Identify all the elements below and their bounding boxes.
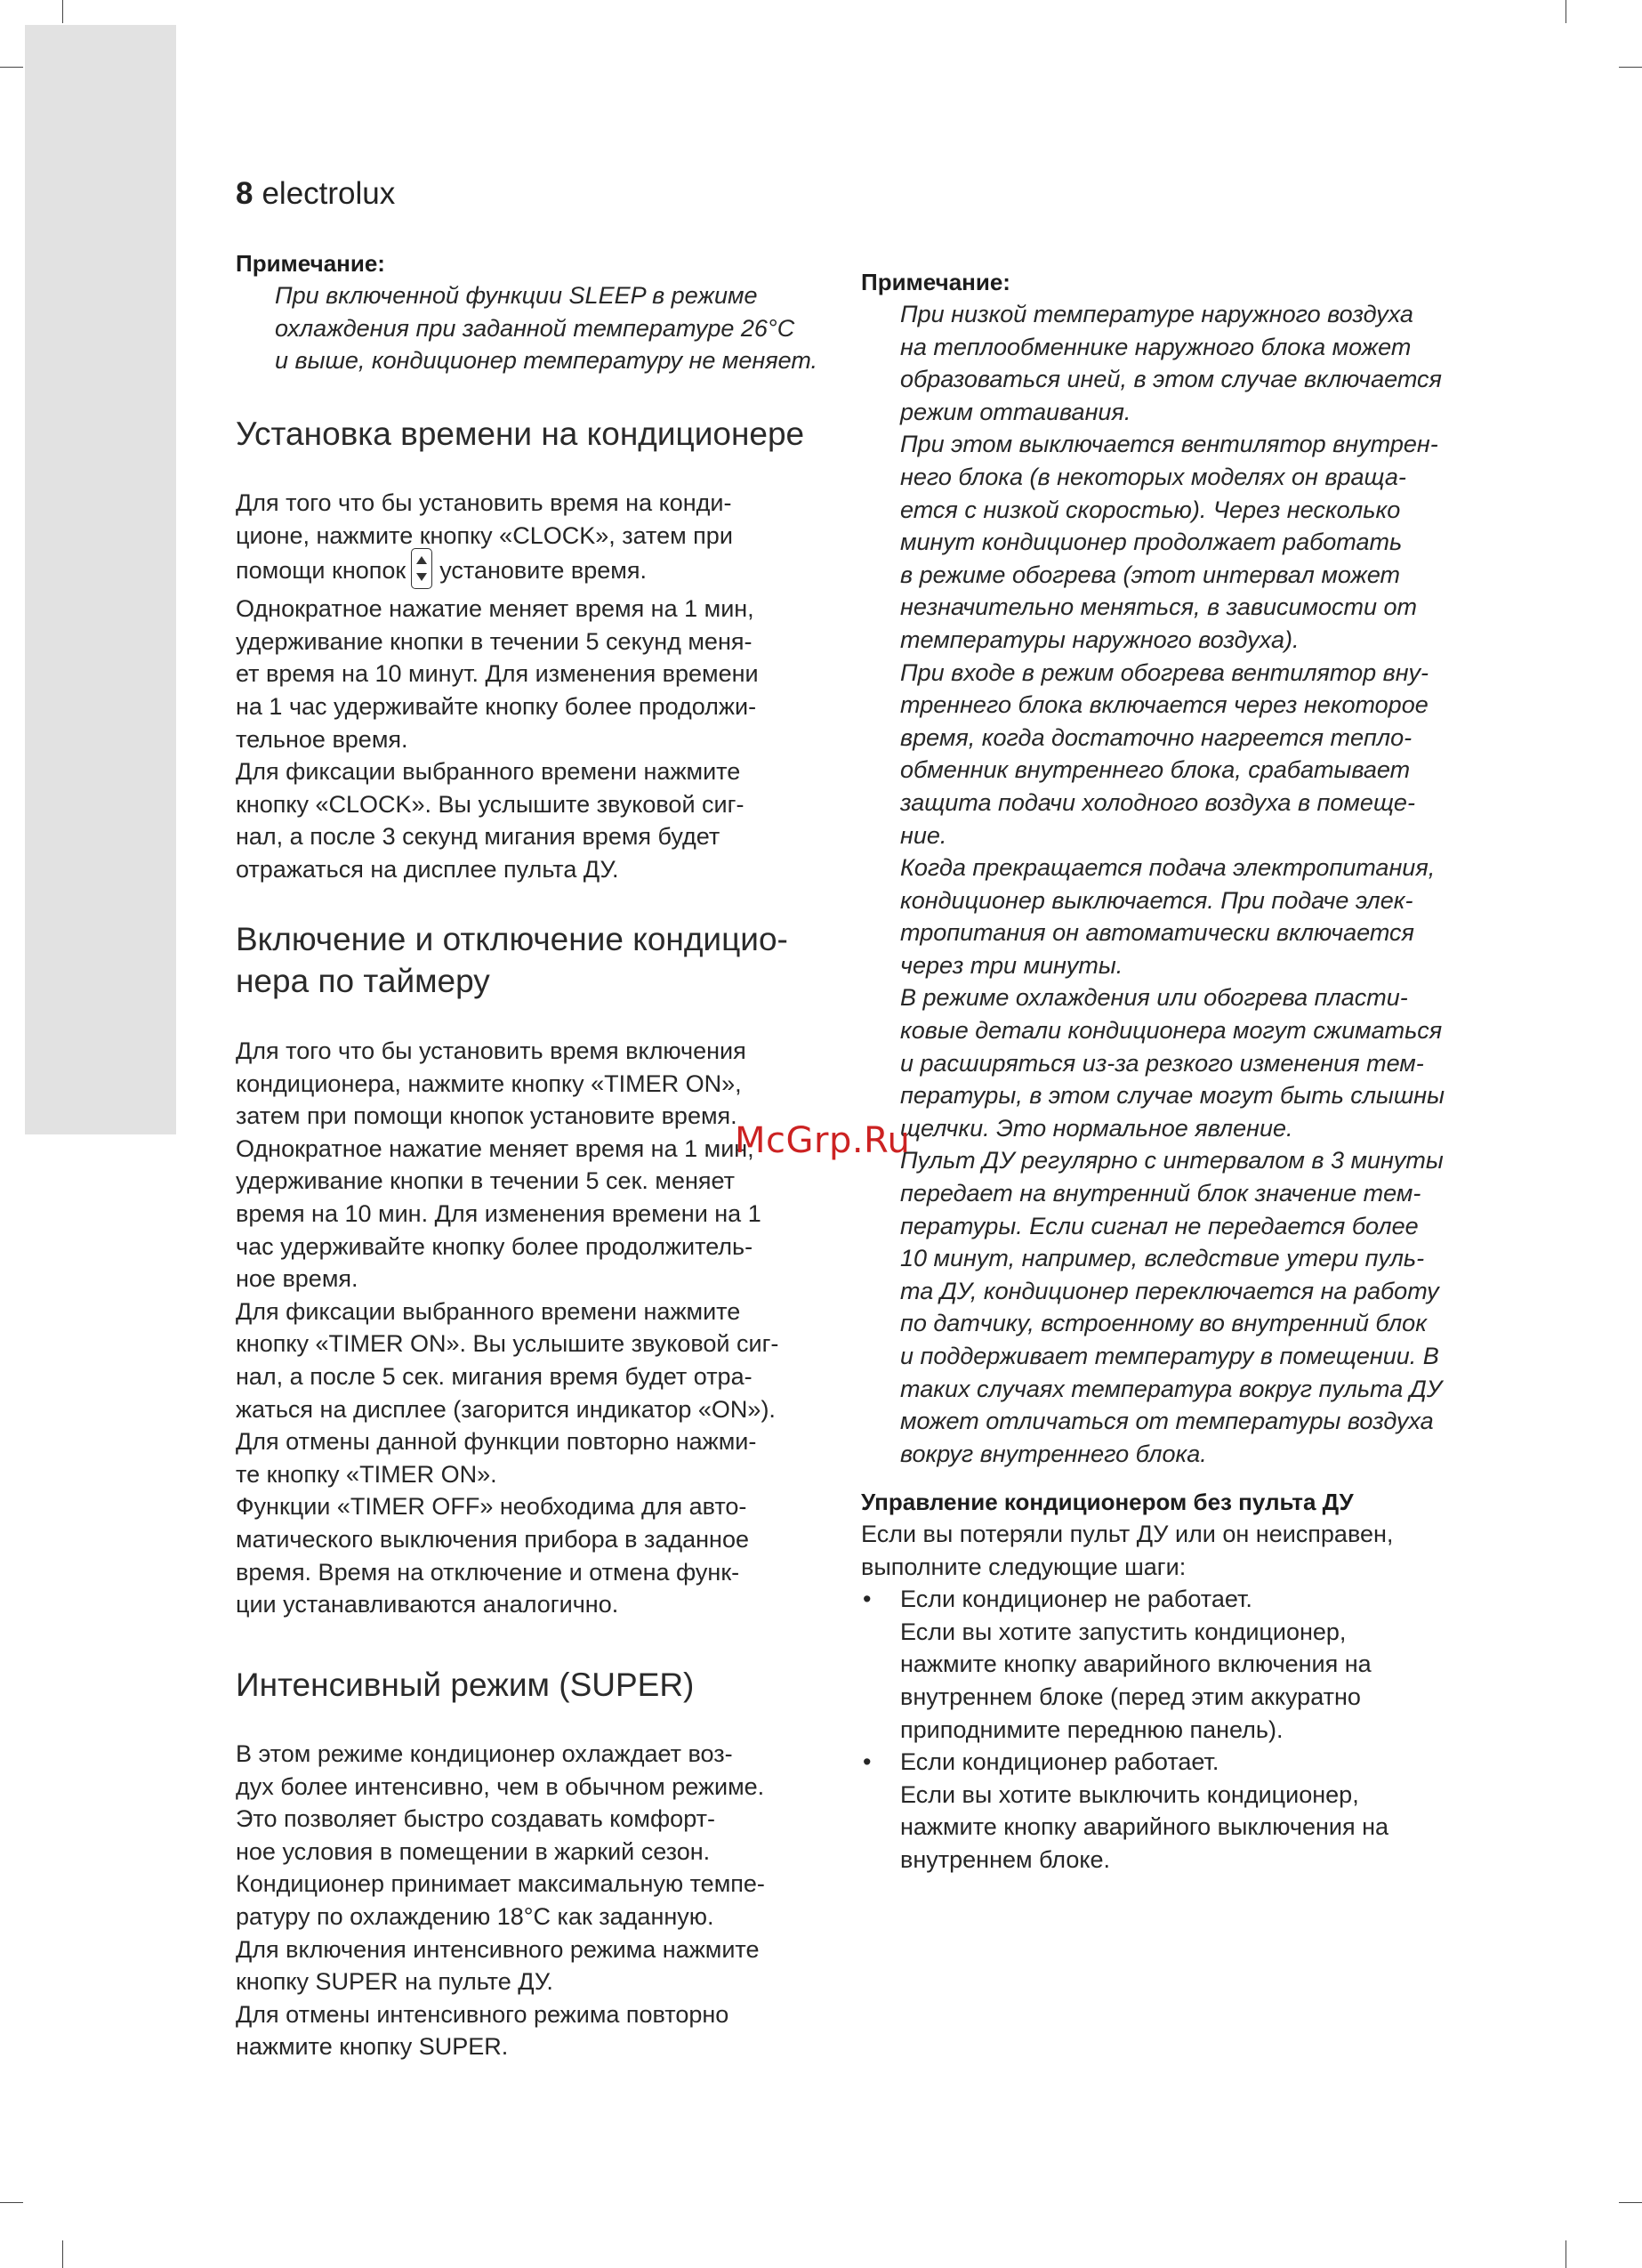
- title-line: нера по таймеру: [236, 963, 490, 999]
- title-line: Включение и отключение кондицио-: [236, 921, 788, 957]
- text-line: В этом режиме кондиционер охлаждает воз-: [236, 1740, 733, 1767]
- text-line: приподнимите переднюю панель).: [900, 1715, 1284, 1743]
- text-line: таких случаях температура вокруг пульта ДУ: [900, 1375, 1443, 1402]
- page-number: 8: [236, 176, 254, 211]
- text-line: та ДУ, кондиционер переключается на работу: [900, 1277, 1439, 1304]
- text-line: на 1 час удерживайте кнопку более продолжи-: [236, 692, 757, 720]
- text-line: Это позволяет быстро создавать комфорт-: [236, 1805, 715, 1833]
- bullet-icon: •: [863, 1586, 872, 1613]
- text-line: кнопку SUPER на пульте ДУ.: [236, 1968, 553, 1996]
- text-line: Если вы потеряли пульт ДУ или он неисправен,: [861, 1521, 1394, 1547]
- text-line: щелчки. Это нормальное явление.: [900, 1114, 1293, 1142]
- crop-mark: [1619, 67, 1642, 68]
- text-line: ции устанавливаются аналогично.: [236, 1591, 619, 1618]
- text-line: пературы, в этом случае могут быть слышны: [900, 1082, 1445, 1110]
- text-line: жаться на дисплее (загорится индикатор «ON»).: [236, 1395, 776, 1423]
- text-line: нал, а после 5 сек. мигания время будет отра-: [236, 1362, 753, 1390]
- text-line: защита подачи холодного воздуха в помеще-: [900, 788, 1415, 816]
- text-line: Для фиксации выбранного времени нажмите: [236, 758, 741, 786]
- page-header: [236, 174, 395, 214]
- text-line: Для отмены интенсивного режима повторно: [236, 2000, 729, 2028]
- section-title-timer: [236, 918, 823, 1002]
- text-line: кнопку «TIMER ON». Вы услышите звуковой сиг-: [236, 1330, 779, 1358]
- note-body: [275, 279, 823, 377]
- text-line: и выше, кондиционер температуру не меняет.: [275, 347, 818, 375]
- text-line: кнопку «CLOCK». Вы услышите звуковой сиг-: [236, 790, 745, 818]
- text-line: треннего блока включается через некоторое: [900, 691, 1429, 719]
- section-body-super: [236, 1738, 823, 2063]
- text-line: Если кондиционер не работает.: [900, 1586, 1252, 1613]
- text-line: ется с низкой скоростью). Через несколько: [900, 496, 1401, 523]
- text-line: минут кондиционер продолжает работать: [900, 529, 1403, 556]
- text-line: обменник внутреннего блока, срабатывает: [900, 756, 1411, 784]
- section-title-super: Интенсивный режим (SUPER): [236, 1667, 695, 1703]
- bullet-icon: •: [863, 1748, 872, 1776]
- text-line: кондиционер выключается. При подаче элек-: [900, 886, 1413, 914]
- text-line: время. Время на отключение и отмена функ-: [236, 1558, 740, 1586]
- text-line: затем при помощи кнопок установите время.: [236, 1102, 737, 1130]
- text-line: нажмите кнопку аварийного включения на: [900, 1651, 1372, 1678]
- text-line: время, когда достаточно нагреется тепло-: [900, 723, 1413, 751]
- text-line: передает на внутренний блок значение тем-: [900, 1180, 1421, 1207]
- section-title-manual: Управление кондиционером без пульта ДУ: [861, 1489, 1354, 1515]
- up-down-buttons-icon: [411, 548, 432, 589]
- side-tab: [25, 25, 176, 1134]
- text-line: охлаждения при заданной температуре 26°C: [275, 314, 795, 342]
- text-line: ратуру по охлаждению 18°C как заданную.: [236, 1902, 714, 1930]
- text-line: нажмите кнопку аварийного выключения на: [900, 1813, 1389, 1841]
- text-line: При включенной функции SLEEP в режиме: [275, 282, 758, 309]
- text-line: и поддерживает температуру в помещении. В: [900, 1343, 1439, 1369]
- bullet-item: [861, 1746, 1475, 1876]
- text-line: кондиционера, нажмите кнопку «TIMER ON»,: [236, 1069, 742, 1097]
- text-line: Для того что бы установить время включения: [236, 1037, 746, 1064]
- text-line: При входе в режим обогрева вентилятор вну-: [900, 658, 1429, 686]
- text-line: ковые детали кондиционера могут сжиматься: [900, 1017, 1443, 1045]
- text-line-with-icon: [236, 552, 823, 593]
- text-line: Для фиксации выбранного времени нажмите: [236, 1297, 741, 1325]
- watermark: McGrp.Ru: [735, 1120, 911, 1161]
- text-line: ное время.: [236, 1265, 358, 1293]
- crop-mark: [62, 2240, 63, 2268]
- text-line: выполните следующие шаги:: [861, 1553, 1187, 1580]
- text-line: по датчику, встроенному во внутренний блок: [900, 1310, 1427, 1337]
- text-line: 10 минут, например, вследствие утери пуль-: [900, 1245, 1425, 1272]
- text-line: и расширяться из-за резкого изменения тем-: [900, 1049, 1424, 1077]
- text-line: через три минуты.: [900, 951, 1123, 979]
- text-line: Когда прекращается подача электропитания,: [900, 854, 1436, 882]
- note-body: [900, 298, 1475, 1470]
- text-line: удерживание кнопки в течении 5 секунд меня-: [236, 627, 753, 655]
- text-line: вокруг внутреннего блока.: [900, 1440, 1207, 1467]
- section-body-clock: [236, 487, 823, 886]
- text-line: В режиме охлаждения или обогрева пласти-: [900, 984, 1408, 1012]
- text-line: тропитания он автоматически включается: [900, 919, 1414, 947]
- text-line: время на 10 мин. Для изменения времени на 1: [236, 1199, 761, 1227]
- text-line: в режиме обогрева (этот интервал может: [900, 561, 1401, 588]
- note-title: Примечание:: [236, 250, 385, 277]
- note-title: Примечание:: [861, 269, 1010, 295]
- text-line: При этом выключается вентилятор внутрен-: [900, 431, 1438, 458]
- text-fragment: установите время.: [439, 557, 647, 585]
- text-line: ционе, нажмите кнопку «CLOCK», затем при: [236, 521, 733, 549]
- text-line: Однократное нажатие меняет время на 1 мин,: [236, 595, 754, 623]
- crop-mark: [0, 2202, 23, 2203]
- text-line: Для того что бы установить время на конди-: [236, 489, 732, 516]
- text-line: пературы. Если сигнал не передается более: [900, 1212, 1419, 1239]
- text-line: Кондиционер принимает максимальную темпе-: [236, 1870, 765, 1898]
- text-line: внутреннем блоке.: [900, 1845, 1111, 1873]
- crop-mark: [62, 0, 63, 23]
- text-line: него блока (в некоторых моделях он враща-: [900, 463, 1406, 490]
- text-line: незначительно меняться, в зависимости от: [900, 593, 1418, 621]
- brand-name: electrolux: [262, 176, 396, 211]
- text-line: нажмите кнопку SUPER.: [236, 2033, 509, 2061]
- section-manual-control: [861, 1486, 1475, 1877]
- text-line: Если вы хотите запустить кондиционер,: [900, 1618, 1347, 1645]
- text-line: ет время на 10 минут. Для изменения времени: [236, 660, 759, 688]
- text-line: час удерживайте кнопку более продолжитель-: [236, 1232, 753, 1260]
- text-line: При низкой температуре наружного воздуха: [900, 301, 1413, 327]
- bullet-item: [861, 1583, 1475, 1746]
- text-line: ние.: [900, 821, 947, 849]
- text-line: режим оттаивания.: [900, 398, 1131, 425]
- note-defrost: [861, 266, 1475, 1470]
- text-line: Для отмены данной функции повторно нажми-: [236, 1428, 757, 1456]
- text-line: внутреннем блоке (перед этим аккуратно: [900, 1683, 1361, 1710]
- text-line: Для включения интенсивного режима нажмите: [236, 1935, 760, 1963]
- section-title-clock: Установка времени на кондиционере: [236, 416, 805, 452]
- text-line: дух более интенсивно, чем в обычном режиме.: [236, 1772, 765, 1800]
- text-line: на теплообменнике наружного блока может: [900, 333, 1412, 360]
- text-line: ное условия в помещении в жаркий сезон.: [236, 1837, 711, 1865]
- text-line: Если вы хотите выключить кондиционер,: [900, 1780, 1359, 1808]
- text-line: может отличаться от температуры воздуха: [900, 1408, 1434, 1435]
- crop-mark: [0, 67, 23, 68]
- text-line: отражаться на дисплее пульта ДУ.: [236, 855, 619, 883]
- text-line: Если кондиционер работает.: [900, 1748, 1219, 1776]
- text-line: нал, а после 3 секунд мигания время будет: [236, 823, 720, 851]
- text-line: Однократное нажатие меняет время на 1 мин,: [236, 1134, 754, 1162]
- text-line: температуры наружного воздуха).: [900, 626, 1300, 653]
- text-line: Пульт ДУ регулярно с интервалом в 3 минуты: [900, 1147, 1444, 1174]
- text-line: те кнопку «TIMER ON».: [236, 1460, 497, 1488]
- text-line: образоваться иней, в этом случае включается: [900, 366, 1442, 393]
- note-sleep: [236, 247, 823, 377]
- text-line: удерживание кнопки в течении 5 сек. меняет: [236, 1167, 735, 1195]
- crop-mark: [1619, 2202, 1642, 2203]
- text-line: матического выключения прибора в заданное: [236, 1525, 749, 1553]
- text-fragment: помощи кнопок: [236, 557, 406, 585]
- text-line: тельное время.: [236, 725, 408, 753]
- text-line: Функции «TIMER OFF» необходима для авто-: [236, 1493, 747, 1521]
